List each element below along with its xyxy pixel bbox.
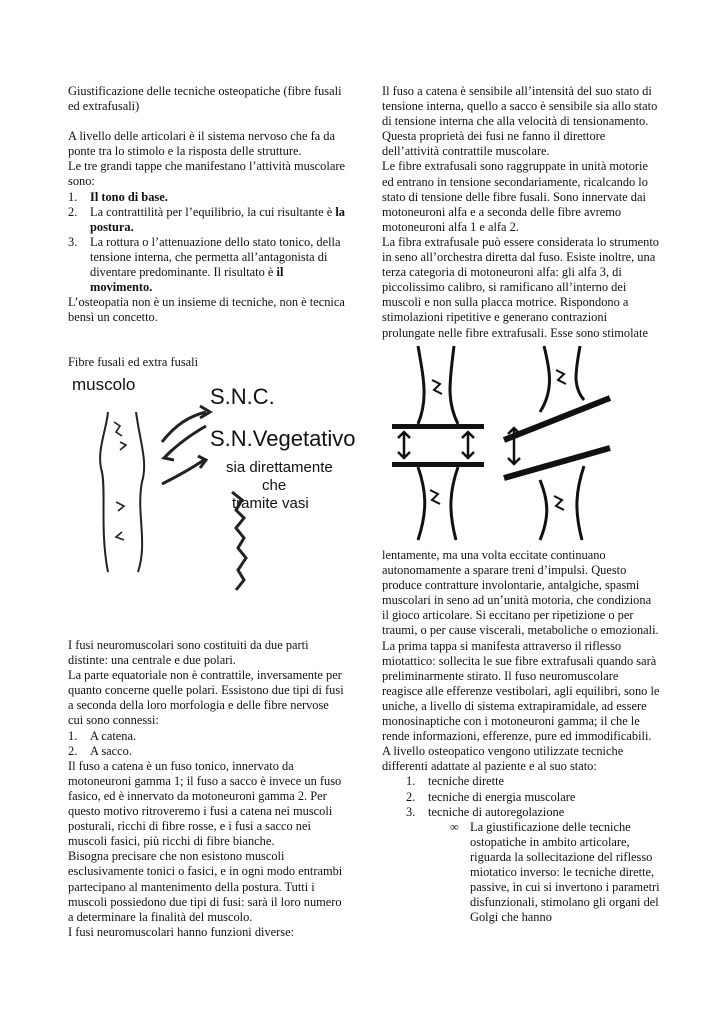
list-item: 1. A catena. [68,728,137,743]
right-paragraph-1: Il fuso a catena è sensibile all’intensità del suo stato di tensione interna, quello a sacco è sensibile sia allo stato di tensione interna che alla velocità di tensionamento. Questa proprietà dei fusi ne fanno il direttore dell’attività contrattile muscolare. [382,84,658,159]
left-column [68,84,346,371]
figure-title: Fibre fusali ed extra fusali [68,355,199,370]
right-paragraph-2: Le fibre extrafusali sono raggruppate in unità motorie ed entrano in tensione secondariamente, ricalcando lo stato di tensione delle fibre fusali. Sono innervate dai motoneuroni alfa e a seconda delle fibre avremo motoneuroni alfa 1 e alfa 2. [382,159,648,234]
fusi-paragraph-2: La parte equatoriale non è contrattile, inversamente per quanto concerne quelle polari. Essistono due tipi di fusi a seconda della loro morfologia e delle fibre nervose cui sono connessi: [68,668,344,728]
tipi-list [68,729,346,759]
fusi-paragraph-4: Bisogna precisare che non esistono muscoli esclusivamente tonici o fasici, e in ogni modo entrambi partecipano al mantenimento della postura. Tutti i muscoli possiedono due tipi di fusi: sarà il loro numero a determinare la finalità del muscolo. [68,849,343,924]
double-arrow-icon [508,428,520,464]
intro-paragraph: A livello delle articolari è il sistema nervoso che fa da ponte tra lo stimolo e la risposta delle strutture. [68,129,335,159]
right-column-lower [382,548,660,925]
spindle-bottom-right [540,466,584,540]
muscle-nervous-system-figure [66,372,356,612]
spindle-fiber [432,380,442,394]
spindle-fiber [430,490,440,504]
right-paragraph-3: La fibra extrafusale può essere considerata lo strumento in seno all’orchestra diretta dal fuso. Esiste inoltre, una terza categoria di motoneuroni alfa: gli alfa 3, di piccolissimo calibro, si ramificano all’interno dei muscoli e non sulla placca motrice. Rispondono a stimolazioni ripetitive e generano contrazioni prolungate nelle fibre extrafusali. Esse sono stimolate [382,234,659,340]
infinity-bullet-icon: ∞ [450,819,459,834]
arrow-head-icon [164,450,174,460]
list-item: 2. tecniche di energia muscolare [406,789,576,804]
arrow-vegetativo [162,460,204,484]
list-item: 3. La rottura o l’attenuazione dello stato tonico, della tensione interna, che permetta all’antagonista di diventare predominante. Il risultato è il movimento. [68,234,341,295]
tecniche-list [382,774,660,819]
fusi-paragraph-3: Il fuso a catena è un fuso tonico, innervato da motoneuroni gamma 1; il fuso a sacco è invece un fuso fasico, ed è innervato da motoneuroni gamma 2. Per questo motivo ritroveremo i fusi a catena nei muscoli posturali, ricchi di fibre rosse, e i fusi a sacco nei muscoli fasici, più ricchi di fibre bianche. [68,758,342,849]
label-muscolo: muscolo [72,375,136,394]
list-item: 2. A sacco. [68,743,132,758]
spindle-fiber [554,496,564,510]
arrow-snc-out [162,412,206,442]
list-item: 1. tecniche dirette [406,774,505,789]
spindle-fiber [556,370,566,384]
section-heading: Giustificazione delle tecniche osteopatiche (fibre fusali ed extrafusali) [68,84,342,114]
fusi-paragraph-5: I fusi neuromuscolari hanno funzioni diverse: [68,924,295,939]
right-paragraph-5: La prima tappa si manifesta attraverso il riflesso miotattico: sollecita le sue fibre extrafusali quando sarà preliminarmente stirato. Il fuso neuromuscolare reagisce alle efferenze vestibolari, agli equilibri, sono le uniche, a livello di sistema extrapiramidale, ad essere monosinaptiche con i motoneuroni gamma; il che le rende informazioni, efferenze, pure ed immodificabili. [382,638,660,744]
tappe-intro: Le tre grandi tappe che manifestano l’attività muscolare sono: [68,159,345,189]
muscle-fibers [114,422,126,540]
muscle-outline [100,412,144,572]
label-sia-direttamente: sia direttamente [226,459,333,476]
right-paragraph-4: lentamente, ma una volta eccitate continuano autonomamente a sparare treni d’impulsi. Questo produce contratture involontarie, antalgiche, spasmi muscolari in seno ad un’unità motoria, che condiziona il gioco articolare. Si eccitano per ripetizione o per traumi, o per cause viscerali, metaboliche o emozionali. [382,548,659,638]
spindle-top-right [540,346,584,412]
bullet-item: ∞ La giustificazione delle tecniche ostopatiche in ambito articolare, riguarda la sollecitazione del riflesso miotatico inverso: le tecniche dirette, passive, in cui si invertono i parametri disfunzionali, stimolano gli organi del Golgi che hanno [450,819,660,925]
label-snc: S.N.C. [210,384,275,409]
label-sn-vegetativo: S.N.Vegetativo [210,426,356,451]
list-item: 1. Il tono di base. [68,189,168,204]
osteopatia-paragraph: L’osteopatia non è un insieme di tecniche, non è tecnica bensì un concetto. [68,295,345,325]
bar-top-left [392,424,484,429]
right-column [382,84,660,341]
list-item: 3. tecniche di autoregolazione [406,804,565,819]
label-che: che [262,477,287,494]
spindle-tension-figure [384,340,660,550]
list-item: 2. La contrattilità per l’equilibrio, la cui risultante è la postura. [68,204,345,234]
right-paragraph-6: A livello osteopatico vengono utilizzate tecniche differenti adattate al paziente e al suo stato: [382,744,624,774]
double-arrow-icon [462,432,474,458]
left-column-lower [68,638,346,940]
bar-bottom-right [504,448,610,478]
label-tramite-vasi: tramite vasi [232,495,309,512]
double-arrow-icon [398,432,410,458]
fusi-paragraph-1: I fusi neuromuscolari sono costituiti da due parti distinte: una centrale e due polari. [68,638,309,668]
bar-bottom-left [392,462,484,467]
tappe-list [68,190,346,296]
